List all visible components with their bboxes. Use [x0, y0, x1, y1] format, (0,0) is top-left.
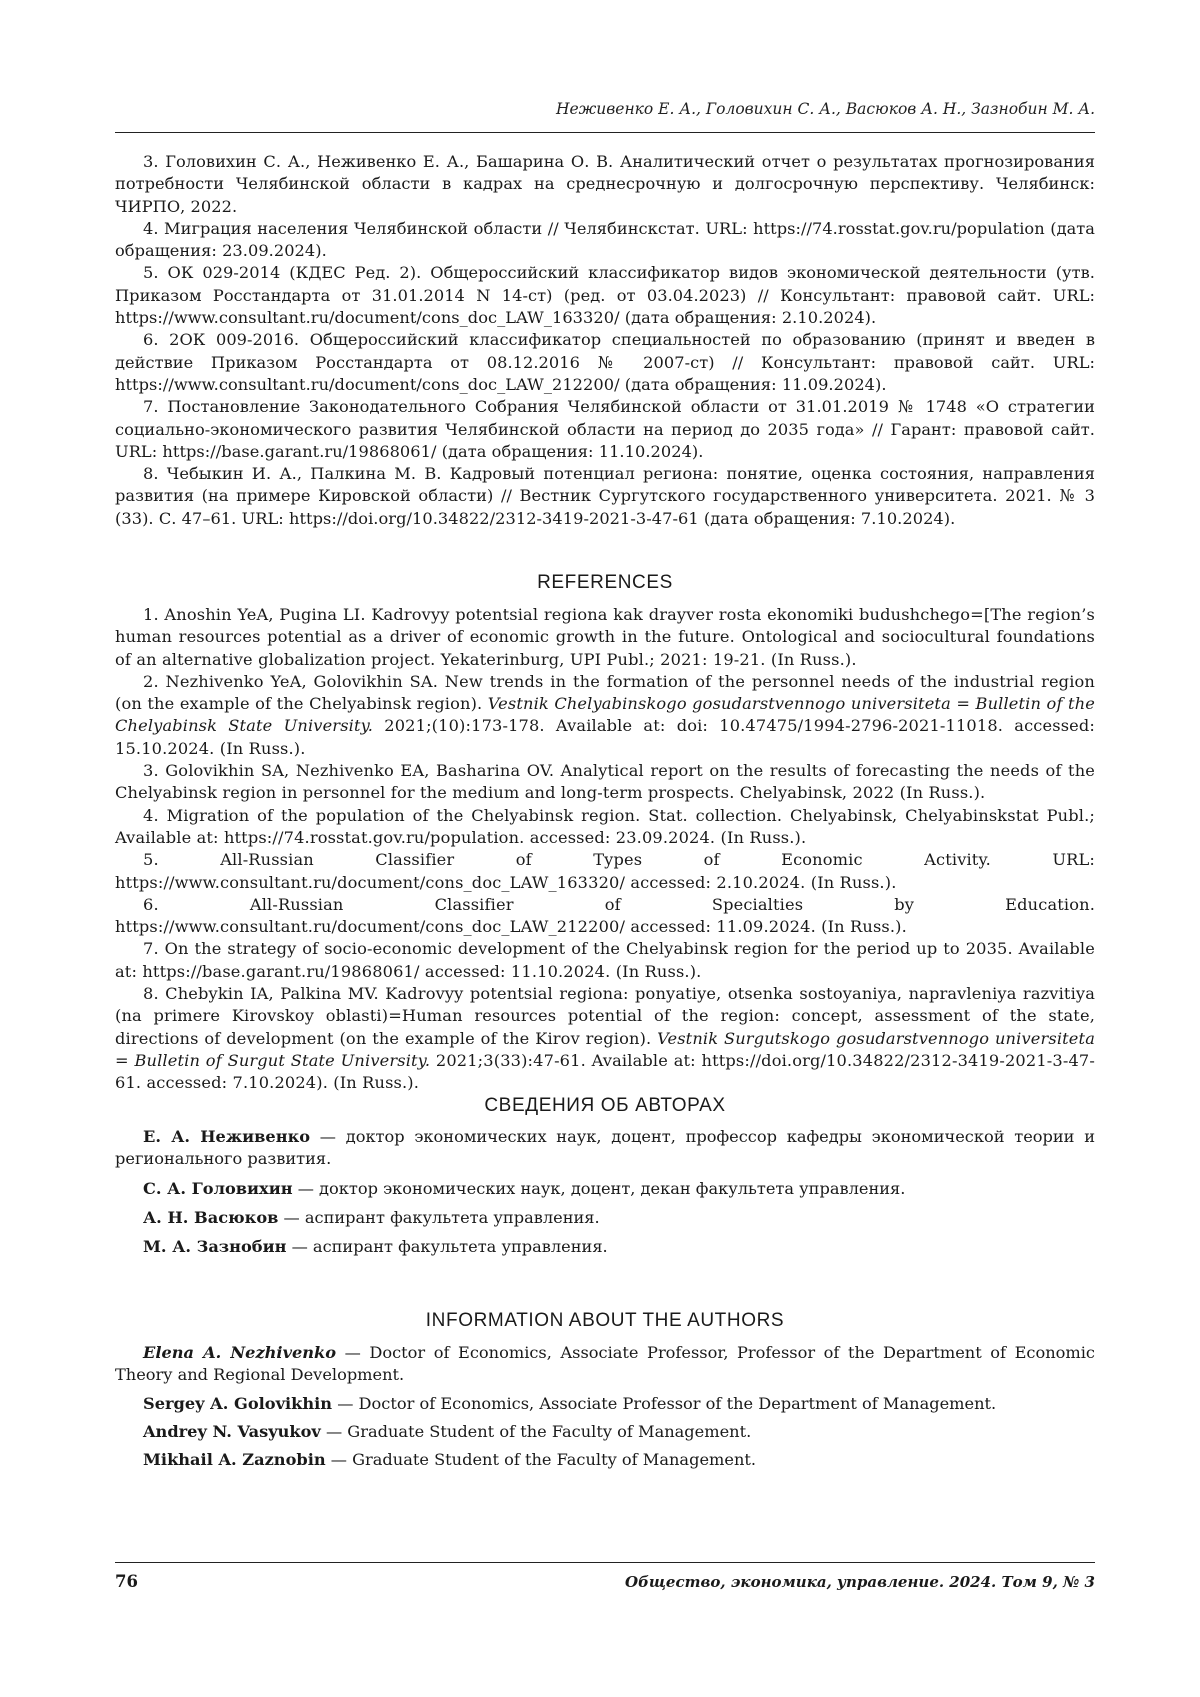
references-heading: REFERENCES — [537, 572, 673, 593]
author-desc: — доктор экономических наук, доцент, декан факультета управления. — [292, 1178, 906, 1198]
author-en-item — [115, 1449, 1095, 1471]
reference-text: 8. Chebykin IA, Palkina MV. Kadrovyy potentsial regiona: ponyatiye, otsenka sostoyaniya, napravleniya razvitiya (na primere Kirovskoy oblasti)=Human resources potential of the region: concept, assessment of the state, directions of development (on the example of the Kirov region). — [115, 984, 1095, 1048]
authors-en-heading: INFORMATION ABOUT THE AUTHORS — [425, 1310, 785, 1331]
reference-ru-item: 7. Постановление Законодательного Собрания Челябинской области от 31.01.2019 № 1748 «О стратегии социально-экономического развития Челябинской области на период до 2035 года» // Гарант: правовой сайт. URL: https://base.garant.ru/19868061/ (дата обращения: 11.10.2024). — [115, 397, 1095, 461]
author-name: Mikhail A. Zaznobin — [143, 1450, 326, 1470]
author-ru-item — [115, 1178, 1095, 1200]
references-en-list — [115, 604, 1095, 1095]
author-name: С. А. Головихин — [143, 1178, 293, 1198]
reference-en-item — [115, 983, 1095, 1094]
author-en-item — [115, 1342, 1095, 1387]
reference-en-item: 4. Migration of the population of the Chelyabinsk region. Stat. collection. Chelyabinsk, Chelyabinskstat Publ.; Available at: https://74.rosstat.gov.ru/population. accessed: 23.09.2024. (In Russ.). — [115, 805, 1095, 847]
author-desc: — Graduate Student of the Faculty of Management. — [320, 1421, 752, 1441]
reference-text: 2021;(10):173-178. Available at: doi: 10.47475/1994-2796-2021-11018. accessed: 15.10.2024. (In Russ.). — [115, 716, 1095, 758]
author-desc: — аспирант факультета управления. — [286, 1237, 608, 1257]
author-desc: — Graduate Student of the Faculty of Management. — [325, 1450, 757, 1470]
author-name — [143, 1343, 336, 1362]
reference-text: 2021;3(33):47-61. Available at: https://doi.org/10.34822/2312-3419-2021-3-47-61. accessed: 7.10.2024). (In Russ.). — [115, 1050, 1095, 1093]
author-en-item — [115, 1393, 1095, 1415]
author-name: М. А. Зазнобин — [143, 1237, 287, 1257]
reference-ru-item: 3. Головихин С. А., Неживенко Е. А., Башарина О. В. Аналитический отчет о результатах прогнозирования потребности Челябинской области в кадрах на среднесрочную и долгосрочную перспективу. Челябинск: ЧИРПО, 2022. — [115, 152, 1095, 216]
author-ru-item — [115, 1236, 1095, 1258]
author-name: Sergey A. Golovikhin — [143, 1393, 333, 1413]
document-page — [115, 0, 1095, 1697]
author-desc: — Doctor of Economics, Associate Professor of the Department of Management. — [332, 1393, 997, 1413]
reference-en-item: 3. Golovikhin SA, Nezhivenko EA, Basharina OV. Analytical report on the results of forecasting the needs of the Chelyabinsk region in personnel for the medium and long-term prospects. Chelyabinsk, 2022 (In Russ.). — [115, 761, 1095, 803]
author-name-italic: Elena A. Nezhivenko — [143, 1343, 337, 1362]
reference-en-item — [115, 671, 1095, 760]
reference-en-item: 6. All-Russian Classifier of Specialties by Education. https://www.consultant.ru/document/cons_doc_LAW_212200/ accessed: 11.09.2024. (In Russ.). — [115, 894, 1095, 937]
authors-en-list — [115, 1342, 1095, 1477]
journal-title: Vestnik Chelyabinskogo gosudarstvennogo universiteta = Bulletin of the Chelyabinsk State University. — [115, 694, 1096, 736]
author-ru-item — [115, 1126, 1095, 1171]
author-desc: — Doctor of Economics, Associate Professor, Professor of the Department of Economic Theory and Regional Development. — [115, 1343, 1095, 1385]
journal-footer: Общество, экономика, управление. 2024. Том 9, № 3 — [625, 1573, 1095, 1591]
authors-ru-heading: СВЕДЕНИЯ ОБ АВТОРАХ — [484, 1095, 726, 1116]
reference-en-item: 7. On the strategy of socio-economic development of the Chelyabinsk region for the period up to 2035. Available at: https://base.garant.ru/19868061/ accessed: 11.10.2024. (In Russ.). — [115, 939, 1095, 981]
author-en-item — [115, 1421, 1095, 1443]
running-head: Неживенко Е. А., Головихин С. А., Васюков А. Н., Зазнобин М. А. — [555, 100, 1095, 118]
page-number: 76 — [115, 1572, 138, 1591]
reference-ru-item: 4. Миграция населения Челябинской области // Челябинскстат. URL: https://74.rosstat.gov.ru/population (дата обращения: 23.09.2024). — [115, 218, 1095, 261]
reference-en-item: 5. All-Russian Classifier of Types of Economic Activity. URL: https://www.consultant.ru/document/cons_doc_LAW_163320/ accessed: 2.10.2024. (In Russ.). — [115, 850, 1095, 892]
authors-ru-list — [115, 1126, 1095, 1265]
author-name: Andrey N. Vasyukov — [143, 1421, 321, 1441]
reference-text: 2. Nezhivenko YeA, Golovikhin SA. New trends in the formation of the personnel needs of the industrial region (on the example of the Chelyabinsk region). — [115, 671, 1095, 714]
footer-divider — [115, 1562, 1095, 1563]
reference-ru-item: 5. ОК 029-2014 (КДЕС Ред. 2). Общероссийский классификатор видов экономической деятельности (утв. Приказом Росстандарта от 31.01.2014 N 14-ст) (ред. от 03.04.2023) // Консультант: правовой сайт. URL: https://www.consultant.ru/document/cons_doc_LAW_163320/ (дата обращения: 2.10.2024). — [115, 263, 1095, 328]
journal-title: Vestnik Surgutskogo gosudarstvennogo universiteta = Bulletin of Surgut State University. — [115, 1028, 1095, 1070]
reference-en-item: 1. Anoshin YeA, Pugina LI. Kadrovyy potentsial regiona kak drayver rosta ekonomiki budushchego=[The region’s human resources potential as a driver of economic growth in the future. Ontological and sociocultural foundations of an alternative globalization project. Yekaterinburg, UPI Publ.; 2021: 19-21. (In Russ.). — [115, 605, 1095, 669]
reference-ru-item: 6. 2ОК 009-2016. Общероссийский классификатор специальностей по образованию (принят и введен в действие Приказом Росстандарта от 08.12.2016 № 2007-ст) // Консультант: правовой сайт. URL: https://www.consultant.ru/document/cons_doc_LAW_212200/ (дата обращения: 11.09.2024). — [115, 330, 1095, 394]
author-ru-item — [115, 1207, 1095, 1229]
author-desc: — доктор экономических наук, доцент, профессор кафедры экономической теории и регионального развития. — [115, 1127, 1095, 1169]
header-divider — [115, 132, 1095, 133]
reference-ru-item: 8. Чебыкин И. А., Палкина М. В. Кадровый потенциал региона: понятие, оценка состояния, направления развития (на примере Кировской области) // Вестник Сургутского государственного университета. 2021. № 3 (33). С. 47–61. URL: https://doi.org/10.34822/2312-3419-2021-3-47-61 (дата обращения: 7.10.2024). — [115, 464, 1095, 528]
author-name: А. Н. Васюков — [143, 1207, 279, 1227]
references-ru-list — [115, 151, 1095, 530]
author-name: Е. А. Неживенко — [143, 1127, 311, 1146]
author-desc: — аспирант факультета управления. — [278, 1207, 600, 1227]
